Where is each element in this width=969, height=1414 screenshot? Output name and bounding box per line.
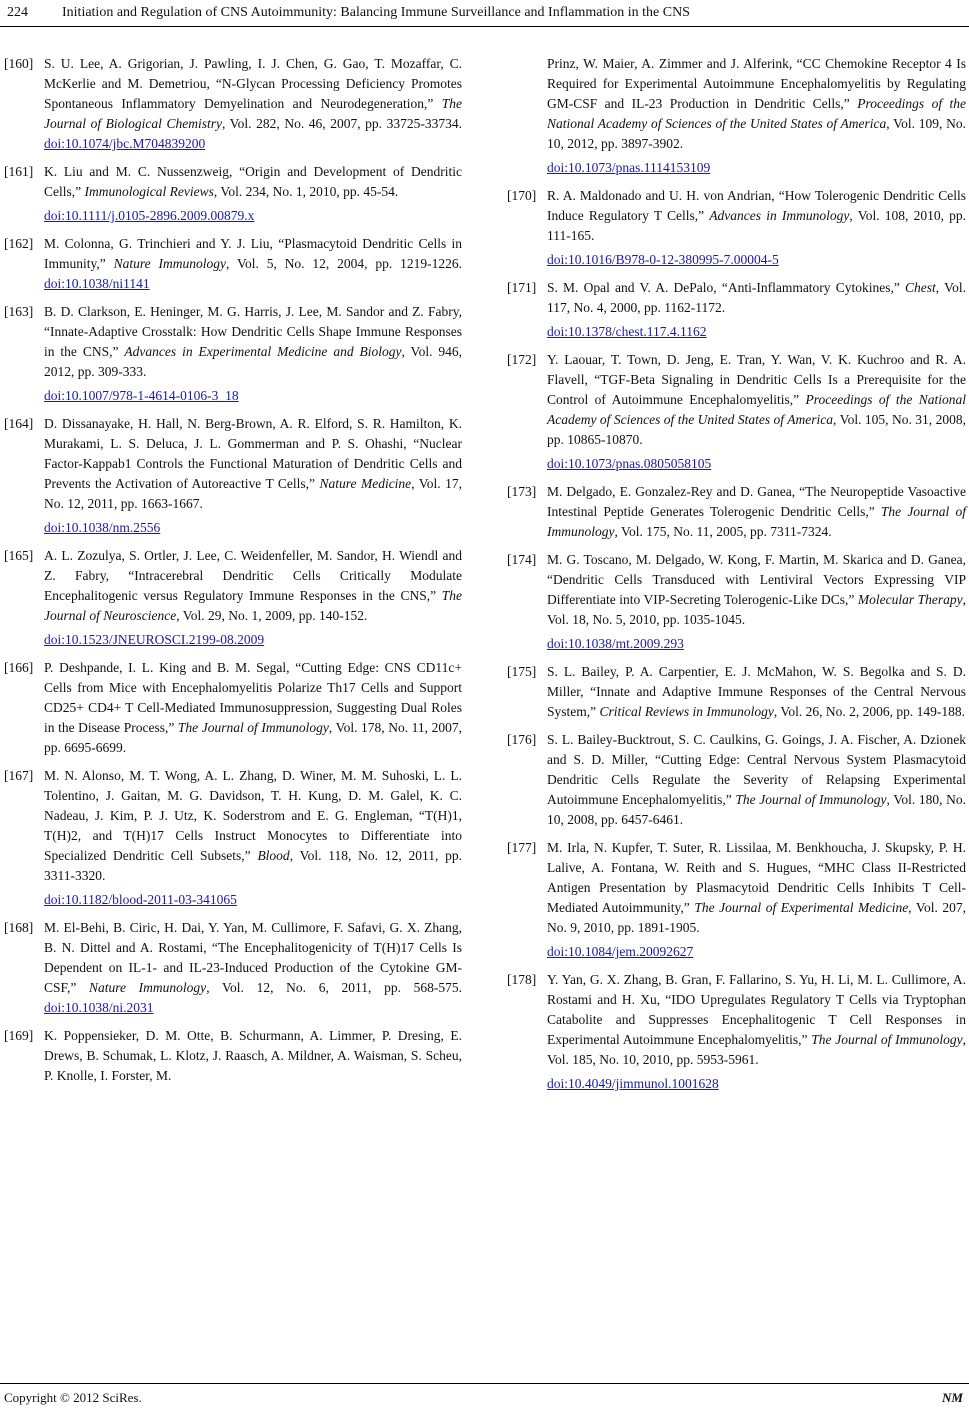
reference-body	[44, 546, 462, 650]
copyright-notice: Copyright © 2012 SciRes.	[4, 1390, 142, 1405]
reference-body	[547, 662, 966, 722]
doi-link[interactable]: doi:10.1007/978-1-4614-0106-3_18	[44, 388, 239, 403]
reference-body	[547, 186, 966, 270]
reference-details: , Vol. 117, No. 4, 2000, pp. 1162-1172.	[547, 280, 966, 315]
journal-title: Advances in Experimental Medicine and Biology	[124, 344, 402, 359]
journal-abbreviation: NM	[942, 1390, 963, 1405]
reference-entry	[4, 658, 462, 758]
reference-number: [161]	[4, 164, 34, 179]
reference-details: , Vol. 207, No. 9, 2010, pp. 1891-1905.	[547, 900, 966, 935]
reference-body	[44, 658, 462, 758]
reference-entry	[507, 550, 966, 654]
reference-number: [165]	[4, 548, 34, 563]
reference-details: , Vol. 118, No. 12, 2011, pp. 3311-3320.	[44, 848, 462, 883]
journal-title: The Journal of Experimental Medicine	[694, 900, 909, 915]
reference-body	[547, 550, 966, 654]
reference-body	[44, 302, 462, 406]
doi-link[interactable]: doi:10.1182/blood-2011-03-341065	[44, 892, 237, 907]
reference-entry	[507, 838, 966, 962]
reference-text: P. Deshpande, I. L. King and B. M. Segal, “Cutting Edge: CNS CD11c+ Cells from Mice with Encephalomyelitis Polarize Th17 Cells and Support CD25+ CD4+ T Cell-Mediated Immunosuppression, Suggesting Dual Roles in the Disease Process,”	[44, 660, 462, 735]
page-footer	[0, 1383, 969, 1407]
reference-entry	[4, 162, 462, 226]
reference-text: S. L. Bailey, P. A. Carpentier, E. J. McMahon, W. S. Begolka and S. D. Miller, “Innate and Adaptive Immune Responses of the Central Nervous System,”	[547, 664, 966, 719]
journal-title: Chest	[905, 280, 936, 295]
header-rule	[0, 26, 969, 27]
reference-text: D. Dissanayake, H. Hall, N. Berg-Brown, A. R. Elford, S. R. Hamilton, K. Murakami, L. S. Deluca, J. L. Gommerman and P. S. Ohashi, “Nuclear Factor-Kappab1 Controls the Functional Maturation of Dendritic Cells and Prevents the Activation of Autoreactive T Cells,”	[44, 416, 462, 491]
doi-link[interactable]: doi:10.1038/nm.2556	[44, 520, 161, 535]
reference-body	[547, 482, 966, 542]
running-title: Initiation and Regulation of CNS Autoimmunity: Balancing Immune Surveillance and Inflammation in the CNS	[62, 5, 690, 20]
reference-entry	[4, 414, 462, 538]
reference-number: [162]	[4, 236, 34, 251]
doi-link[interactable]: doi:10.1074/jbc.M704839200	[44, 136, 206, 151]
reference-body	[547, 730, 966, 830]
journal-title: The Journal of Immunology	[735, 792, 887, 807]
reference-details: , Vol. 12, No. 6, 2011, pp. 568-575.	[206, 980, 462, 995]
reference-text: M. G. Toscano, M. Delgado, W. Kong, F. Martin, M. Skarica and D. Ganea, “Dendritic Cells Transduced with Lentiviral Vectors Expressing VIP Differentiate into VIP-Secreting Tolerogenic-Like DCs,”	[547, 552, 966, 607]
reference-entry	[507, 278, 966, 342]
reference-entry	[4, 302, 462, 406]
reference-column-left	[4, 54, 462, 1094]
reference-details: , Vol. 282, No. 46, 2007, pp. 33725-33734.	[221, 116, 462, 131]
reference-body	[44, 918, 462, 1018]
journal-title: Nature Medicine	[319, 476, 412, 491]
reference-text: Prinz, W. Maier, A. Zimmer and J. Alferink, “CC Chemokine Receptor 4 Is Required for Experimental Autoimmune Encephalomyelitis by Regulating GM-CSF and IL-23 Production in Dendritic Cells,”	[547, 56, 966, 111]
journal-title: Molecular Therapy	[857, 592, 963, 607]
reference-text: K. Poppensieker, D. M. Otte, B. Schurmann, A. Limmer, P. Dresing, E. Drews, B. Schumak, L. Klotz, J. Raasch, A. Mildner, A. Waisman, S. Scheu, P. Knolle, I. Forster, M.	[44, 1028, 462, 1083]
reference-body	[44, 414, 462, 538]
reference-text: M. El-Behi, B. Ciric, H. Dai, Y. Yan, M. Cullimore, F. Safavi, G. X. Zhang, B. N. Dittel and A. Rostami, “The Encephalitogenicity of T(H)17 Cells Is Dependent on IL-1- and IL-23-Induced Production of the Cytokine GM-CSF,”	[44, 920, 462, 995]
reference-number: [170]	[507, 188, 537, 203]
reference-body	[44, 162, 462, 226]
reference-text: S. L. Bailey-Bucktrout, S. C. Caulkins, G. Goings, J. A. Fischer, A. Dzionek and S. D. Miller, “Cutting Edge: Central Nervous System Plasmacytoid Dendritic Cells Regulate the Severity of Relapsing Experimental Autoimmune Encephalomyelitis,”	[547, 732, 966, 807]
reference-details: , Vol. 175, No. 11, 2005, pp. 7311-7324.	[614, 524, 832, 539]
doi-link[interactable]: doi:10.1016/B978-0-12-380995-7.00004-5	[547, 252, 779, 267]
doi-link[interactable]: doi:10.1378/chest.117.4.1162	[547, 324, 707, 339]
reference-number: [176]	[507, 732, 537, 747]
reference-text: M. Delgado, E. Gonzalez-Rey and D. Ganea, “The Neuropeptide Vasoactive Intestinal Peptide Generates Tolerogenic Dendritic Cells,”	[547, 484, 966, 519]
reference-entry	[507, 730, 966, 830]
journal-title: Nature Immunology	[113, 256, 226, 271]
journal-title: Proceedings of the National Academy of Sciences of the United States of America	[547, 392, 966, 427]
reference-text: M. Irla, N. Kupfer, T. Suter, R. Lissilaa, M. Benkhoucha, J. Skupsky, P. H. Lalive, A. Fontana, W. Reith and S. Hugues, “MHC Class II-Restricted Antigen Presentation by Plasmacytoid Dendritic Cells Inhibits T Cell-Mediated Autoimmunity,”	[547, 840, 966, 915]
reference-details: , Vol. 108, 2010, pp. 111-165.	[547, 208, 966, 243]
reference-details: , Vol. 5, No. 12, 2004, pp. 1219-1226.	[225, 256, 462, 271]
reference-entry	[4, 234, 462, 294]
reference-details: , Vol. 234, No. 1, 2010, pp. 45-54.	[213, 184, 399, 199]
reference-number: [172]	[507, 352, 537, 367]
footer-rule	[0, 1383, 969, 1384]
reference-number: [175]	[507, 664, 537, 679]
reference-number: [169]	[4, 1028, 34, 1043]
journal-title: Proceedings of the National Academy of Sciences of the United States of America	[547, 96, 966, 131]
reference-body	[44, 766, 462, 910]
reference-body	[44, 234, 462, 294]
reference-entry	[4, 54, 462, 154]
reference-details: , Vol. 180, No. 10, 2008, pp. 6457-6461.	[547, 792, 966, 827]
journal-title: Critical Reviews in Immunology	[599, 704, 774, 719]
reference-entry	[4, 918, 462, 1018]
reference-number: [163]	[4, 304, 34, 319]
reference-text: M. Colonna, G. Trinchieri and Y. J. Liu, “Plasmacytoid Dendritic Cells in Immunity,”	[44, 236, 462, 271]
doi-link[interactable]: doi:10.4049/jimmunol.1001628	[547, 1076, 719, 1091]
reference-number: [166]	[4, 660, 34, 675]
reference-number: [171]	[507, 280, 537, 295]
page-number: 224	[7, 5, 28, 20]
journal-title: Nature Immunology	[89, 980, 207, 995]
reference-body	[44, 1026, 462, 1086]
journal-title: The Journal of Neuroscience	[44, 588, 462, 623]
reference-text: Y. Yan, G. X. Zhang, B. Gran, F. Fallarino, S. Yu, H. Li, M. L. Cullimore, A. Rostami and H. Xu, “IDO Upregulates Regulatory T Cells via Tryptophan Catabolite and Suppresses Encephalitogenic T Cell Responses in Experimental Autoimmune Encephalomyelitis,”	[547, 972, 966, 1047]
reference-details: , Vol. 26, No. 2, 2006, pp. 149-188.	[773, 704, 965, 719]
reference-column-right	[507, 54, 966, 1102]
running-header	[0, 3, 969, 25]
doi-link[interactable]: doi:10.1038/ni.2031	[44, 1000, 154, 1015]
journal-title: The Journal of Immunology	[177, 720, 329, 735]
journal-title: The Journal of Biological Chemistry	[44, 96, 462, 131]
reference-text: S. U. Lee, A. Grigorian, J. Pawling, I. J. Chen, G. Gao, T. Mozaffar, C. McKerlie and M. Demetriou, “N-Glycan Processing Deficiency Promotes Spontaneous Inflammatory Demyelination and Neurodegeneration,”	[44, 56, 462, 111]
doi-link[interactable]: doi:10.1073/pnas.0805058105	[547, 456, 712, 471]
reference-entry	[4, 1026, 462, 1086]
reference-number: [168]	[4, 920, 34, 935]
journal-title: Immunological Reviews	[84, 184, 214, 199]
journal-title: Blood	[257, 848, 290, 863]
doi-link[interactable]: doi:10.1038/mt.2009.293	[547, 636, 684, 651]
journal-title: The Journal of Immunology	[547, 504, 966, 539]
reference-entry	[507, 482, 966, 542]
journal-title: The Journal of Immunology	[811, 1032, 963, 1047]
reference-number: [178]	[507, 972, 537, 987]
reference-text: M. N. Alonso, M. T. Wong, A. L. Zhang, D. Winer, M. M. Suhoski, L. L. Tolentino, J. Gaitan, M. G. Davidson, T. H. Kung, D. M. Galel, K. C. Nadeau, J. Kim, P. J. Utz, K. Soderstrom and E. G. Engleman, “T(H)1, T(H)2, and T(H)17 Cells Instruct Monocytes to Differentiate into Specialized Dendritic Cell Subsets,”	[44, 768, 462, 863]
reference-number: [160]	[4, 56, 34, 71]
reference-details: , Vol. 105, No. 31, 2008, pp. 10865-10870.	[547, 412, 967, 447]
reference-text: Y. Laouar, T. Town, D. Jeng, E. Tran, Y. Wan, V. K. Kuchroo and R. A. Flavell, “TGF-Beta Signaling in Dendritic Cells Is a Prerequisite for the Control of Autoimmune Encephalomyelitis,”	[547, 352, 966, 407]
reference-body	[547, 838, 966, 962]
reference-details: , Vol. 946, 2012, pp. 309-333.	[44, 344, 463, 379]
reference-details: , Vol. 17, No. 12, 2011, pp. 1663-1667.	[44, 476, 462, 511]
reference-body	[547, 278, 966, 342]
doi-link[interactable]: doi:10.1073/pnas.1114153109	[547, 160, 711, 175]
doi-link[interactable]: doi:10.1111/j.0105-2896.2009.00879.x	[44, 208, 255, 223]
reference-entry	[507, 970, 966, 1094]
reference-entry	[507, 350, 966, 474]
reference-number: [167]	[4, 768, 34, 783]
reference-body	[547, 54, 966, 178]
reference-entry	[507, 186, 966, 270]
reference-text: R. A. Maldonado and U. H. von Andrian, “How Tolerogenic Dendritic Cells Induce Regulatory T Cells,”	[547, 188, 966, 223]
reference-number: [164]	[4, 416, 34, 431]
reference-text: B. D. Clarkson, E. Heninger, M. G. Harris, J. Lee, M. Sandor and Z. Fabry, “Innate-Adaptive Crosstalk: How Dendritic Cells Shape Immune Responses in the CNS,”	[44, 304, 462, 359]
doi-link[interactable]: doi:10.1523/JNEUROSCI.2199-08.2009	[44, 632, 265, 647]
reference-text: K. Liu and M. C. Nussenzweig, “Origin and Development of Dendritic Cells,”	[44, 164, 462, 199]
reference-details: , Vol. 29, No. 1, 2009, pp. 140-152.	[176, 608, 368, 623]
reference-body	[547, 970, 966, 1094]
reference-number: [174]	[507, 552, 537, 567]
reference-details: , Vol. 185, No. 10, 2010, pp. 5953-5961.	[547, 1032, 967, 1067]
reference-number: [177]	[507, 840, 537, 855]
journal-title: Advances in Immunology	[709, 208, 850, 223]
doi-link[interactable]: doi:10.1084/jem.20092627	[547, 944, 694, 959]
reference-entry	[4, 546, 462, 650]
reference-number: [173]	[507, 484, 537, 499]
reference-continuation	[507, 54, 966, 178]
reference-entry	[507, 662, 966, 722]
reference-details: , Vol. 109, No. 10, 2012, pp. 3897-3902.	[547, 116, 966, 151]
reference-details: , Vol. 18, No. 5, 2010, pp. 1035-1045.	[547, 592, 967, 627]
reference-entry	[4, 766, 462, 910]
reference-body	[44, 54, 462, 154]
reference-details: , Vol. 178, No. 11, 2007, pp. 6695-6699.	[44, 720, 463, 755]
doi-link[interactable]: doi:10.1038/ni1141	[44, 276, 150, 291]
reference-text: A. L. Zozulya, S. Ortler, J. Lee, C. Weidenfeller, M. Sandor, H. Wiendl and Z. Fabry, “Intracerebral Dendritic Cells Critically Modulate Encephalitogenic versus Regulatory Immune Responses in the CNS,”	[44, 548, 462, 603]
reference-body	[547, 350, 966, 474]
reference-text: S. M. Opal and V. A. DePalo, “Anti-Inflammatory Cytokines,”	[547, 280, 906, 295]
